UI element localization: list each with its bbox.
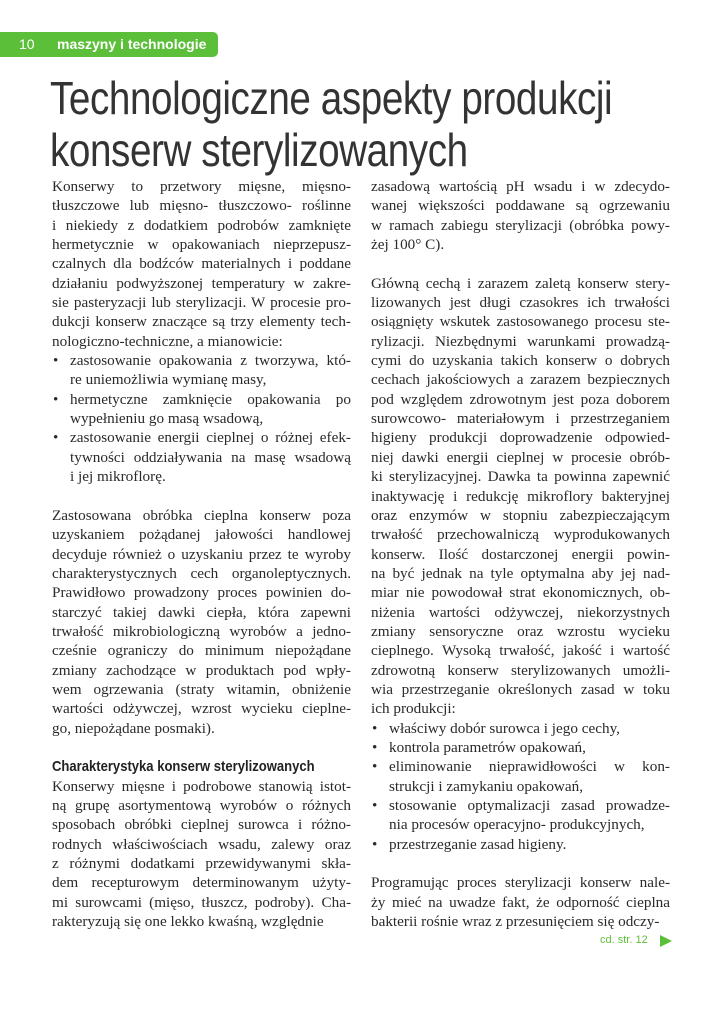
text-line: pod względem zdrowotnym jest poza doborem — [371, 390, 670, 408]
text-line: starczyć takiej dawki ciepła, która zapewni — [52, 603, 351, 621]
text-line: trwałość mikrobiologiczną wyrobów a jedno- — [52, 622, 351, 640]
paragraph-spacer — [371, 854, 670, 873]
text-line: ną grupę asortymentową wyrobów o różnych — [52, 797, 351, 814]
text-line: mi surowcami (mięso, tłuszcz, podroby). Cha- — [52, 893, 351, 911]
text-line: tywności oddziaływania na masę wsadową — [70, 448, 351, 466]
text-line: dukcji konserw znaczące są trzy elementy tech- — [52, 313, 351, 331]
section-heading: Charakterystyka konserw sterylizowanych — [52, 758, 315, 776]
text-line: trwałość przechowalniczą wyprodukowanych — [371, 526, 670, 544]
paragraph-spacer — [52, 487, 351, 506]
text-line: z różnymi dodatkami przewidywanymi skła- — [52, 855, 351, 873]
bullet-icon: • — [372, 738, 378, 756]
list-item — [52, 390, 351, 429]
text-line: zastosowanie energii cieplnej o różnej efek- — [70, 429, 351, 447]
text-line: wia przestrzeganie określonych zasad w toku — [371, 680, 670, 698]
list-item — [52, 428, 351, 486]
text-line: przestrzeganie zasad higieny. — [389, 835, 567, 853]
paragraph — [52, 177, 351, 351]
text-line: Główną cechą i zarazem zaletą konserw stery- — [371, 274, 670, 292]
text-line: czalnych dla bodźców materialnych i poddane — [52, 255, 351, 273]
bullet-list — [371, 719, 670, 854]
text-line: uzyskaniem pożądanej jałowości handlowej — [52, 526, 351, 544]
paragraph — [371, 873, 670, 931]
text-line: zdrowotną konserw sterylizowanych umożli- — [371, 661, 670, 679]
text-line: nologiczno-techniczne, a mianowicie: — [52, 332, 283, 350]
paragraph — [371, 274, 670, 719]
triangle-right-icon[interactable] — [660, 935, 672, 947]
text-line: charakterystycznych cech organoleptycznych. — [52, 564, 351, 582]
text-line: niej dawki energii cieplnej w procesie obrób- — [371, 448, 670, 466]
text-line: cześnie ograniczy do minimum niepożądane — [52, 642, 351, 660]
text-line: ki sterylizacyjnej. Dawka ta powinna zapewnić — [371, 468, 670, 486]
paragraph-spacer — [371, 254, 670, 273]
page-number: 10 — [19, 36, 35, 52]
text-line: cymi do uzyskania takich konserw o dobrych — [371, 352, 670, 370]
text-line: oraz enzymów w stopniu zabezpieczającym — [371, 506, 670, 524]
bullet-icon: • — [372, 835, 378, 853]
paragraph — [371, 177, 670, 254]
text-line: sie pasteryzacji lub sterylizacji. W procesie pro- — [52, 294, 351, 312]
article-title-line-2: konserw sterylizowanych — [50, 124, 468, 176]
text-line: hermetycznie w opakowaniach nieprzepusz- — [52, 236, 351, 254]
bullet-icon: • — [372, 758, 378, 776]
text-line: wypełnieniu go masą wsadową, — [70, 410, 264, 428]
text-line: stosowanie optymalizacji zasad prowadze- — [389, 797, 670, 814]
list-item — [371, 738, 670, 757]
text-line: cieplnego. Wysoką trwałość, jakość i wartość — [371, 642, 670, 660]
text-line: niżenia wartości odżywczej, niekorzystnych — [371, 603, 670, 621]
text-line: żej 100° C). — [371, 236, 445, 254]
text-line: Programując proces sterylizacji konserw nale- — [371, 874, 670, 892]
text-line: nia procesów operacyjno- produkcyjnych, — [389, 816, 645, 834]
text-line: inaktywację i redukcję mikroflory bakteryjnej — [371, 487, 670, 505]
continued-on-page-link[interactable]: cd. str. 12 — [600, 934, 648, 946]
text-line: wartości odżywczej, wzrost wycieku cieplne- — [52, 700, 351, 718]
text-line: zastosowanie opakowania z tworzywa, któ- — [70, 352, 351, 370]
section-header-bar — [0, 32, 218, 57]
list-item — [371, 796, 670, 835]
text-line: ich produkcji: — [371, 700, 456, 718]
list-item — [52, 351, 351, 390]
text-line: Zastosowana obróbka cieplna konserw poza — [52, 506, 351, 524]
list-item — [371, 719, 670, 738]
text-line: Prawidłowo prowadzony proces powinien do- — [52, 584, 351, 602]
text-line: bakterii rośnie wraz z przesunięciem się odczy- — [371, 913, 660, 931]
text-line: Konserwy to przetwory mięsne, mięsno- — [52, 178, 351, 195]
text-line: wanej większości poddawane są ogrzewaniu — [371, 197, 670, 215]
left-column — [52, 177, 351, 931]
bullet-icon: • — [53, 429, 59, 447]
text-line: dem recepturowym determinowanym użyty- — [52, 874, 351, 892]
text-line: sposobach obróbki cieplnej surowca i różno- — [52, 816, 351, 834]
text-line: ży mieć na uwadze fakt, że odporność cieplna — [371, 893, 670, 911]
text-line: Konserwy mięsne i podrobowe stanowią istot- — [52, 777, 351, 795]
text-line: działaniu podwyższonej temperatury w zakre- — [52, 274, 351, 292]
bullet-icon: • — [53, 352, 59, 370]
text-line: rodnych właściwościach wsadu, zalewy oraz — [52, 835, 351, 853]
text-line: miar nie powodował strat ekonomicznych, ob- — [371, 584, 670, 602]
text-line: konserw. Ilość dostarczonej energii powin- — [371, 545, 670, 563]
bullet-icon: • — [53, 390, 59, 408]
text-line: zmiany zachodzące w produktach pod wpły- — [52, 661, 351, 679]
text-line: osiągnięty wskutek zastosowanego procesu ste- — [371, 313, 670, 331]
text-line: i niekiedy z dodatkiem podrobów zamknięte — [52, 216, 351, 234]
text-line: surowcowo- materiałowym i przestrzeganiem — [371, 410, 670, 428]
article-title — [50, 72, 612, 176]
text-line: zasadową wartością pH wsadu i w zdecydo- — [371, 178, 670, 195]
text-line: na być jednak na tyle optymalna aby jej nad- — [371, 564, 670, 582]
right-column — [371, 177, 670, 931]
text-line: go, niepożądane posmaki). — [52, 719, 215, 737]
bullet-icon: • — [372, 797, 378, 814]
paragraph-spacer — [52, 738, 351, 757]
list-item — [371, 757, 670, 796]
text-line: higieny produkcji doprowadzenie odpowied- — [371, 429, 670, 447]
text-line: kontrola parametrów opakowań, — [389, 738, 586, 756]
text-line: rylizacji. Niezbędnymi warunkami prowadzą- — [371, 332, 670, 350]
list-item — [371, 835, 670, 854]
text-line: tłuszczowe lub mięsno- tłuszczowo- roślinne — [52, 197, 351, 215]
paragraph — [52, 777, 351, 932]
text-line: cechach jakościowych a zarazem bezpiecznych — [371, 371, 670, 389]
text-line: eliminowanie nieprawidłowości w kon- — [389, 758, 670, 776]
text-line: rakteryzują się one lekko kwaśną, względnie — [52, 913, 324, 931]
bullet-icon: • — [372, 719, 378, 737]
text-line: re uniemożliwia wymianę masy, — [70, 371, 267, 389]
text-line: w ramach zabiegu sterylizacji (obróbka powy- — [371, 216, 670, 234]
section-name: maszyny i technologie — [57, 36, 207, 52]
text-line: lizowanych jest długi czasokres ich trwałości — [371, 294, 670, 312]
bullet-list — [52, 351, 351, 486]
text-line: strukcji i zamykaniu opakowań, — [389, 777, 584, 795]
article-title-line-1: Technologiczne aspekty produkcji — [50, 72, 613, 124]
text-line: i jej mikroflorę. — [70, 468, 166, 486]
text-line: hermetyczne zamknięcie opakowania po — [70, 390, 351, 408]
text-line: zmiany sensoryczne oraz wzrostu wycieku — [371, 622, 670, 640]
text-line: wem ogrzewania (straty witamin, obniżenie — [52, 680, 351, 698]
paragraph — [52, 506, 351, 738]
text-line: decyduje również o uzyskaniu przez te wyroby — [52, 545, 351, 563]
text-line: właściwy dobór surowca i jego cechy, — [389, 719, 620, 737]
